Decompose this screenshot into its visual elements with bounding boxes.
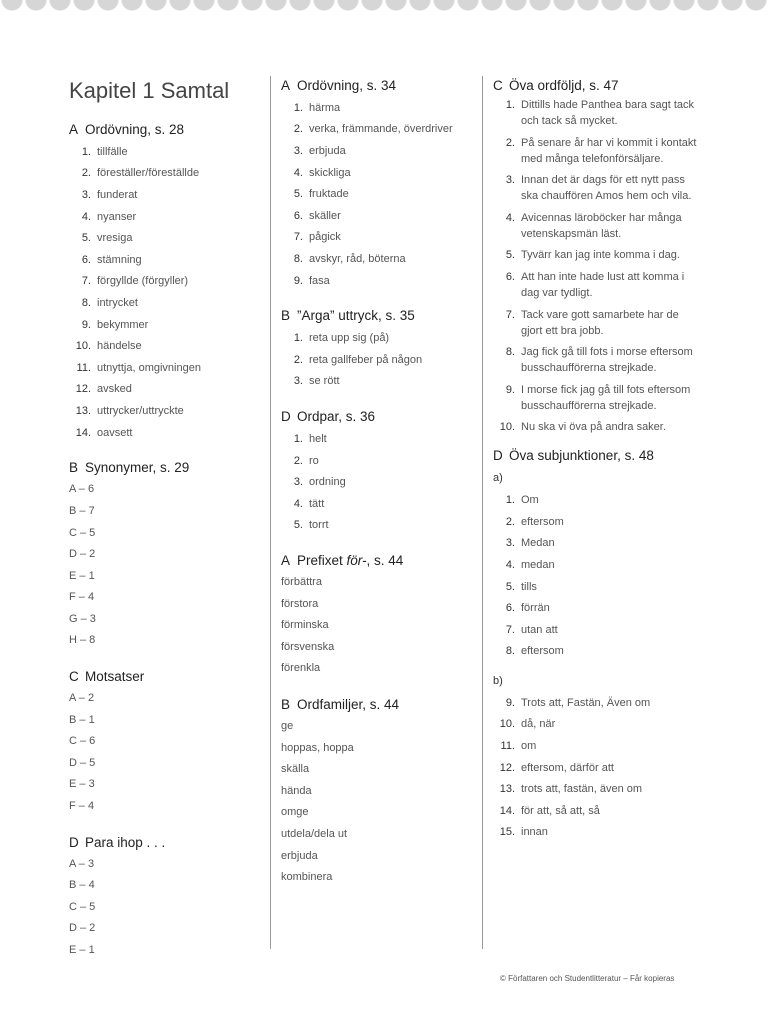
list-item: utdela/dela ut xyxy=(281,828,348,841)
list-item xyxy=(493,714,703,736)
item-text: stämning xyxy=(97,253,142,266)
item-number: 4. xyxy=(505,558,515,571)
list-item: A – 2 xyxy=(69,692,95,705)
item-number: 9. xyxy=(81,318,91,331)
item-text: Medan xyxy=(521,537,555,550)
list-item xyxy=(281,140,476,162)
section-heading xyxy=(281,694,476,716)
item-number: 5. xyxy=(81,232,91,245)
list-item xyxy=(493,419,703,435)
list-item: förenkla xyxy=(281,662,321,675)
list-item: F – 4 xyxy=(69,591,95,604)
copyright-footer: © Författaren och Studentlitteratur – Får kopieras xyxy=(500,974,675,983)
item-number: 9. xyxy=(293,274,303,287)
list-item: förstora xyxy=(281,597,319,610)
list-item xyxy=(69,379,264,401)
item-text: för att, så att, så xyxy=(521,804,600,817)
list-item xyxy=(281,515,476,537)
item-number: 13. xyxy=(499,783,515,796)
column-1 xyxy=(69,75,264,962)
item-number: 7. xyxy=(505,623,515,636)
item-text: avsked xyxy=(97,383,132,396)
item-text: eftersom xyxy=(521,645,564,658)
list-item: B – 1 xyxy=(69,713,95,726)
item-number: 9. xyxy=(505,696,515,709)
item-text: eftersom, därför att xyxy=(521,761,614,774)
list-item xyxy=(493,576,703,598)
list-item xyxy=(493,597,703,619)
list-item xyxy=(493,822,703,844)
item-number: 12. xyxy=(75,383,91,396)
item-number: 8. xyxy=(505,346,515,359)
section-title-part: Prefixet xyxy=(297,553,347,569)
item-number: 11. xyxy=(500,740,515,753)
item-text: förgyllde (förgyller) xyxy=(97,275,189,288)
page-title: Kapitel 1 Samtal xyxy=(69,78,230,103)
item-text: Om xyxy=(521,494,539,507)
list-item xyxy=(69,249,264,271)
item-number: 8. xyxy=(293,252,303,265)
item-number: 1. xyxy=(293,432,303,445)
list-item xyxy=(493,692,703,714)
list-item: H – 8 xyxy=(69,634,96,647)
section-title: ”Arga” uttryck, s. 35 xyxy=(297,308,415,324)
item-number: 2. xyxy=(505,136,515,149)
item-text: förrän xyxy=(521,602,550,615)
list-item xyxy=(493,247,703,263)
list-item xyxy=(493,489,703,511)
item-number: 1. xyxy=(293,332,303,345)
list-item: C – 5 xyxy=(69,526,96,539)
list-item xyxy=(493,210,703,242)
item-text: helt xyxy=(309,432,327,445)
item-text: ro xyxy=(309,454,319,467)
section-letter: C xyxy=(69,669,79,685)
item-number: 5. xyxy=(293,188,303,201)
item-number: 6. xyxy=(293,209,303,222)
subsection-label: a) xyxy=(493,472,503,485)
section-title: Ordfamiljer, s. 44 xyxy=(297,697,400,713)
list-item: E – 1 xyxy=(69,569,95,582)
item-number: 11. xyxy=(76,361,91,374)
item-number: 10. xyxy=(499,421,515,434)
list-item xyxy=(281,371,476,393)
section-title: Öva ordföljd, s. 47 xyxy=(509,78,619,93)
item-text: om xyxy=(521,740,537,753)
list-item: C – 6 xyxy=(69,735,96,748)
item-number: 4. xyxy=(505,211,515,224)
item-number: 9. xyxy=(505,383,515,396)
section-letter: D xyxy=(281,409,291,425)
item-text: se rött xyxy=(309,375,340,388)
item-number: 5. xyxy=(505,580,515,593)
list-item: A – 3 xyxy=(69,857,95,870)
list-item xyxy=(69,292,264,314)
list-item: hända xyxy=(281,784,312,797)
item-number: 7. xyxy=(81,275,91,288)
list-item xyxy=(69,335,264,357)
list-item: A – 6 xyxy=(69,483,95,496)
section-letter: B xyxy=(69,460,79,476)
section-letter: A xyxy=(69,122,79,137)
list-item xyxy=(69,422,264,444)
section-heading xyxy=(281,550,476,572)
list-item xyxy=(69,227,264,249)
list-item xyxy=(493,800,703,822)
list-item: B – 4 xyxy=(69,879,95,892)
list-item: C – 5 xyxy=(69,900,96,913)
item-text: avskyr, råd, böterna xyxy=(309,252,406,265)
section-letter: C xyxy=(493,78,503,93)
item-text: nyanser xyxy=(97,210,137,223)
item-text: fasa xyxy=(309,274,330,287)
item-number: 3. xyxy=(81,188,91,201)
item-number: 2. xyxy=(505,515,515,528)
list-item xyxy=(493,735,703,757)
item-number: 3. xyxy=(293,144,303,157)
list-item xyxy=(493,97,703,129)
item-text: då, när xyxy=(521,718,556,731)
list-item xyxy=(281,428,476,450)
item-text: härma xyxy=(309,101,341,114)
item-number: 14. xyxy=(75,426,91,439)
item-number: 6. xyxy=(505,602,515,615)
item-text: Att han inte hade lust att komma i dag var tydligt. xyxy=(521,270,685,299)
list-item xyxy=(493,554,703,576)
item-number: 5. xyxy=(293,519,303,532)
list-item: E – 3 xyxy=(69,778,95,791)
section-title-italic: för- xyxy=(346,553,367,569)
list-item xyxy=(69,357,264,379)
list-item xyxy=(281,183,476,205)
list-item xyxy=(493,269,703,301)
item-text: Tack vare gott samarbete har de gjort ett bra jobb. xyxy=(521,308,679,337)
item-number: 10. xyxy=(75,340,91,353)
list-item xyxy=(493,382,703,414)
list-item: G – 3 xyxy=(69,612,96,625)
item-text: torrt xyxy=(309,519,329,532)
item-number: 4. xyxy=(293,497,303,510)
list-item xyxy=(281,227,476,249)
list-item xyxy=(69,314,264,336)
list-item xyxy=(281,270,476,292)
item-text: Nu ska vi öva på andra saker. xyxy=(521,421,666,434)
list-item xyxy=(281,471,476,493)
section-letter: B xyxy=(281,697,291,713)
list-item xyxy=(281,97,476,119)
section-heading xyxy=(69,119,264,141)
item-text: innan xyxy=(521,826,548,839)
section-title: Ordövning, s. 34 xyxy=(297,78,397,93)
list-item xyxy=(493,533,703,555)
list-item xyxy=(493,757,703,779)
item-number: 2. xyxy=(293,123,303,136)
list-item xyxy=(69,206,264,228)
item-text: reta upp sig (på) xyxy=(309,332,390,345)
section-title: Motsatser xyxy=(85,669,145,685)
list-item xyxy=(69,271,264,293)
item-text: utnyttja, omgivningen xyxy=(97,361,201,374)
section-letter: D xyxy=(493,448,503,464)
item-number: 1. xyxy=(293,101,303,114)
list-item: ge xyxy=(281,720,294,733)
item-text: verka, främmande, överdriver xyxy=(309,123,453,136)
section-heading xyxy=(281,305,476,327)
section-heading xyxy=(493,445,703,467)
list-item xyxy=(281,349,476,371)
item-text: ordning xyxy=(309,476,346,489)
section-heading xyxy=(493,75,703,97)
section-heading xyxy=(281,75,476,97)
item-number: 13. xyxy=(75,404,91,417)
list-item: E – 1 xyxy=(69,944,95,956)
list-item: D – 2 xyxy=(69,548,96,561)
list-item xyxy=(493,344,703,376)
item-text: Jag fick gå till fots i morse eftersom busschaufförerna strejkade. xyxy=(521,346,693,375)
item-text: Trots att, Fastän, Även om xyxy=(521,696,651,709)
section-title: Ordövning, s. 28 xyxy=(85,122,185,137)
item-text: Tyvärr kan jag inte komma i dag. xyxy=(521,249,680,262)
item-text: skickliga xyxy=(309,166,351,179)
scalloped-top-border xyxy=(0,0,768,12)
section-heading xyxy=(281,406,476,428)
item-number: 3. xyxy=(293,375,303,388)
item-number: 4. xyxy=(81,210,91,223)
item-text: föreställer/föreställde xyxy=(97,167,200,180)
item-text: trots att, fastän, även om xyxy=(521,783,643,796)
item-text: erbjuda xyxy=(309,144,346,157)
list-item xyxy=(69,141,264,163)
column-divider xyxy=(482,76,483,949)
item-number: 3. xyxy=(293,476,303,489)
list-item xyxy=(281,205,476,227)
list-item: hoppas, hoppa xyxy=(281,741,354,754)
list-item xyxy=(281,493,476,515)
item-text: tills xyxy=(521,580,537,593)
section-letter: A xyxy=(281,78,291,93)
item-number: 3. xyxy=(505,174,515,187)
item-number: 8. xyxy=(81,296,91,309)
item-text: händelse xyxy=(97,340,142,353)
list-item: förminska xyxy=(281,619,329,632)
section-title: Para ihop . . . xyxy=(85,834,166,850)
list-item xyxy=(281,248,476,270)
list-item xyxy=(281,119,476,141)
list-item: förbättra xyxy=(281,576,322,589)
list-item xyxy=(281,162,476,184)
section-letter: A xyxy=(281,553,291,569)
item-text: vresiga xyxy=(97,232,133,245)
item-number: 7. xyxy=(293,231,303,244)
list-item: D – 5 xyxy=(69,756,96,769)
column-2 xyxy=(281,75,476,889)
item-number: 6. xyxy=(505,270,515,283)
item-text: skäller xyxy=(309,209,341,222)
item-text: Dittills hade Panthea bara sagt tack och tack så mycket. xyxy=(521,99,695,127)
item-text: På senare år har vi kommit i kontakt med många telefonförsäljare. xyxy=(521,136,697,165)
item-number: 10. xyxy=(499,718,515,731)
item-text: reta gallfeber på någon xyxy=(309,353,423,366)
section-title-part: , s. 44 xyxy=(366,553,404,569)
item-text: oavsett xyxy=(97,426,133,439)
list-item xyxy=(493,172,703,204)
item-number: 2. xyxy=(293,353,303,366)
item-number: 12. xyxy=(499,761,515,774)
list-item xyxy=(493,135,703,167)
item-number: 7. xyxy=(505,308,515,321)
section-title: Synonymer, s. 29 xyxy=(85,460,190,476)
item-text: tillfälle xyxy=(97,145,128,158)
list-item xyxy=(281,327,476,349)
item-number: 6. xyxy=(81,253,91,266)
item-number: 1. xyxy=(505,99,515,111)
item-number: 2. xyxy=(81,167,91,180)
item-number: 5. xyxy=(505,249,515,262)
item-number: 8. xyxy=(505,645,515,658)
item-text: pågick xyxy=(309,231,341,244)
item-text: Avicennas läroböcker har många vetenskapsmän läst. xyxy=(521,211,682,240)
item-text: uttrycker/uttryckte xyxy=(97,404,184,417)
list-item xyxy=(69,163,264,185)
list-item: omge xyxy=(281,806,309,819)
list-item xyxy=(69,184,264,206)
item-text: medan xyxy=(521,558,555,571)
item-number: 1. xyxy=(505,494,515,507)
section-heading xyxy=(69,457,264,479)
list-item xyxy=(69,400,264,422)
section-heading xyxy=(69,832,264,854)
section-letter: D xyxy=(69,834,79,850)
item-number: 3. xyxy=(505,537,515,550)
list-item: skälla xyxy=(281,763,310,776)
column-3 xyxy=(493,75,703,843)
item-text: funderat xyxy=(97,188,138,201)
item-number: 14. xyxy=(499,804,515,817)
list-item: F – 4 xyxy=(69,800,95,813)
list-item: försvenska xyxy=(281,640,335,653)
list-item xyxy=(493,619,703,641)
item-text: Innan det är dags för ett nytt pass ska chauffören Amos hem och vila. xyxy=(521,174,692,203)
subsection-label: b) xyxy=(493,675,503,688)
item-number: 4. xyxy=(293,166,303,179)
list-item xyxy=(493,778,703,800)
item-text: intrycket xyxy=(97,296,138,309)
item-number: 1. xyxy=(81,145,91,158)
item-text: eftersom xyxy=(521,515,564,528)
list-item: D – 2 xyxy=(69,922,96,935)
column-divider xyxy=(270,76,271,949)
list-item: erbjuda xyxy=(281,849,318,862)
list-item xyxy=(493,511,703,533)
item-text: fruktade xyxy=(309,188,349,201)
item-text: utan att xyxy=(521,623,558,636)
section-letter: B xyxy=(281,308,291,324)
section-title: Öva subjunktioner, s. 48 xyxy=(509,448,654,464)
list-item xyxy=(281,450,476,472)
section-heading xyxy=(69,666,264,688)
item-text: tätt xyxy=(309,497,325,510)
item-number: 2. xyxy=(293,454,303,467)
list-item xyxy=(493,307,703,339)
list-item: B – 7 xyxy=(69,504,95,517)
list-item: kombinera xyxy=(281,871,333,884)
item-number: 15. xyxy=(499,826,515,839)
item-text: bekymmer xyxy=(97,318,149,331)
list-item xyxy=(493,641,703,663)
section-title: Ordpar, s. 36 xyxy=(297,409,376,425)
item-text: I morse fick jag gå till fots eftersom busschaufförerna strejkade. xyxy=(521,383,691,412)
